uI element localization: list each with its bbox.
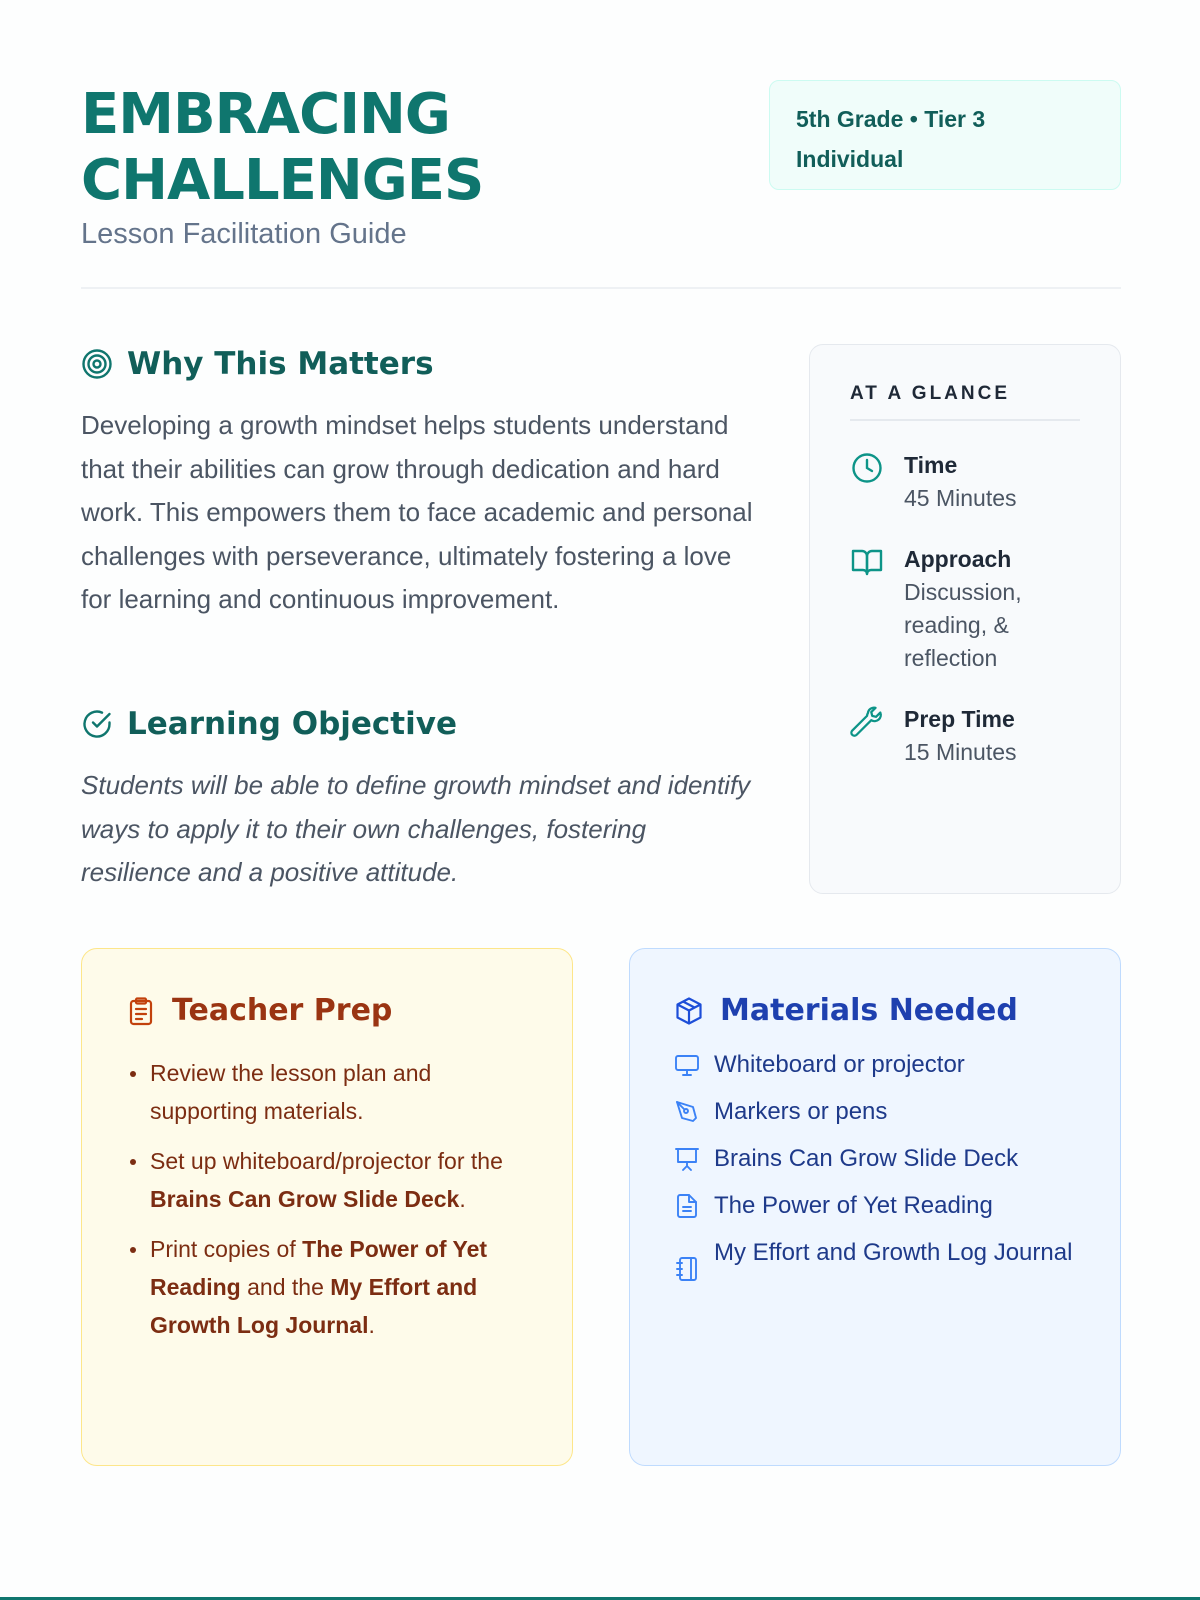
- page-title: EMBRACING CHALLENGES: [81, 82, 484, 213]
- grade-line: 5th Grade • Tier 3: [796, 106, 986, 132]
- why-heading: [81, 346, 434, 382]
- glance-title: AT A GLANCE: [850, 383, 1080, 421]
- objective-text: Students will be able to define growth mindset and identify ways to apply it to their own challenges, fostering resilience and a positive attitude.: [81, 770, 751, 887]
- at-a-glance-panel: [809, 344, 1121, 894]
- teacher-prep-card: [81, 948, 573, 1466]
- grade-tag: [769, 80, 1121, 190]
- glance-label: Prep Time: [904, 706, 1015, 732]
- material-label: Brains Can Grow Slide Deck: [714, 1145, 1019, 1172]
- prep-item-text: and the: [240, 1274, 331, 1300]
- wrench-icon: [850, 705, 884, 739]
- prep-item-text: Review the lesson plan and supporting materials.: [150, 1060, 432, 1124]
- why-text: Developing a growth mindset helps students understand that their abilities can grow through dedication and hard work. This empowers them to face academic and personal challenges with perseverance, ultimately fostering a love for learning and continuous improvement.: [81, 410, 753, 614]
- teacher-prep-list: [126, 1054, 532, 1344]
- open-book-icon: [850, 545, 884, 579]
- check-circle-icon: [81, 708, 113, 740]
- clipboard-icon: [126, 996, 156, 1026]
- clock-icon: [850, 451, 884, 485]
- material-label: The Power of Yet Reading: [714, 1192, 993, 1219]
- material-label: Markers or pens: [714, 1098, 888, 1125]
- glance-value: 15 Minutes: [904, 739, 1017, 765]
- lesson-guide-page: [81, 0, 1121, 1600]
- package-icon: [674, 996, 704, 1026]
- list-item: [674, 1236, 1080, 1282]
- why-heading-text: Why This Matters: [127, 346, 434, 382]
- prep-item-text: Set up whiteboard/projector for the: [150, 1148, 503, 1174]
- pen-icon: [674, 1099, 700, 1125]
- glance-item-time: [850, 449, 1080, 515]
- teacher-prep-heading: [126, 993, 532, 1028]
- glance-label: Time: [904, 452, 958, 478]
- glance-value: 45 Minutes: [904, 485, 1017, 511]
- notebook-icon: [674, 1256, 700, 1282]
- monitor-icon: [674, 1052, 700, 1078]
- format-line: Individual: [796, 146, 904, 172]
- list-item: [674, 1048, 1080, 1081]
- list-item: [126, 1142, 532, 1218]
- teacher-prep-heading-text: Teacher Prep: [172, 993, 393, 1028]
- material-label: Whiteboard or projector: [714, 1051, 965, 1078]
- material-label: My Effort and Growth Log Journal: [714, 1239, 1073, 1266]
- objective-heading-text: Learning Objective: [127, 706, 457, 742]
- materials-list: [674, 1048, 1080, 1282]
- glance-item-approach: [850, 543, 1080, 675]
- list-item: [126, 1230, 532, 1344]
- list-item: [674, 1142, 1080, 1175]
- prep-item-text: .: [368, 1312, 375, 1338]
- list-item: [126, 1054, 532, 1130]
- page-subtitle: Lesson Facilitation Guide: [81, 218, 407, 250]
- target-icon: [81, 348, 113, 380]
- presentation-icon: [674, 1146, 700, 1172]
- prep-item-bold: Brains Can Grow Slide Deck: [150, 1186, 460, 1212]
- list-item: [674, 1189, 1080, 1222]
- objective-heading: [81, 706, 457, 742]
- glance-value: Discussion, reading, & reflection: [904, 579, 1022, 671]
- glance-label: Approach: [904, 546, 1012, 572]
- list-item: [674, 1095, 1080, 1128]
- prep-item-bold: My Effort and Growth Log Journal: [150, 1274, 478, 1338]
- materials-heading: [674, 993, 1080, 1028]
- prep-item-text: Print copies of: [150, 1236, 303, 1262]
- materials-heading-text: Materials Needed: [720, 993, 1018, 1028]
- prep-item-bold: The Power of Yet Reading: [150, 1236, 488, 1300]
- materials-card: [629, 948, 1121, 1466]
- document-icon: [674, 1193, 700, 1219]
- header-divider: [81, 287, 1121, 289]
- prep-item-text: .: [459, 1186, 466, 1212]
- glance-item-prep-time: [850, 703, 1080, 769]
